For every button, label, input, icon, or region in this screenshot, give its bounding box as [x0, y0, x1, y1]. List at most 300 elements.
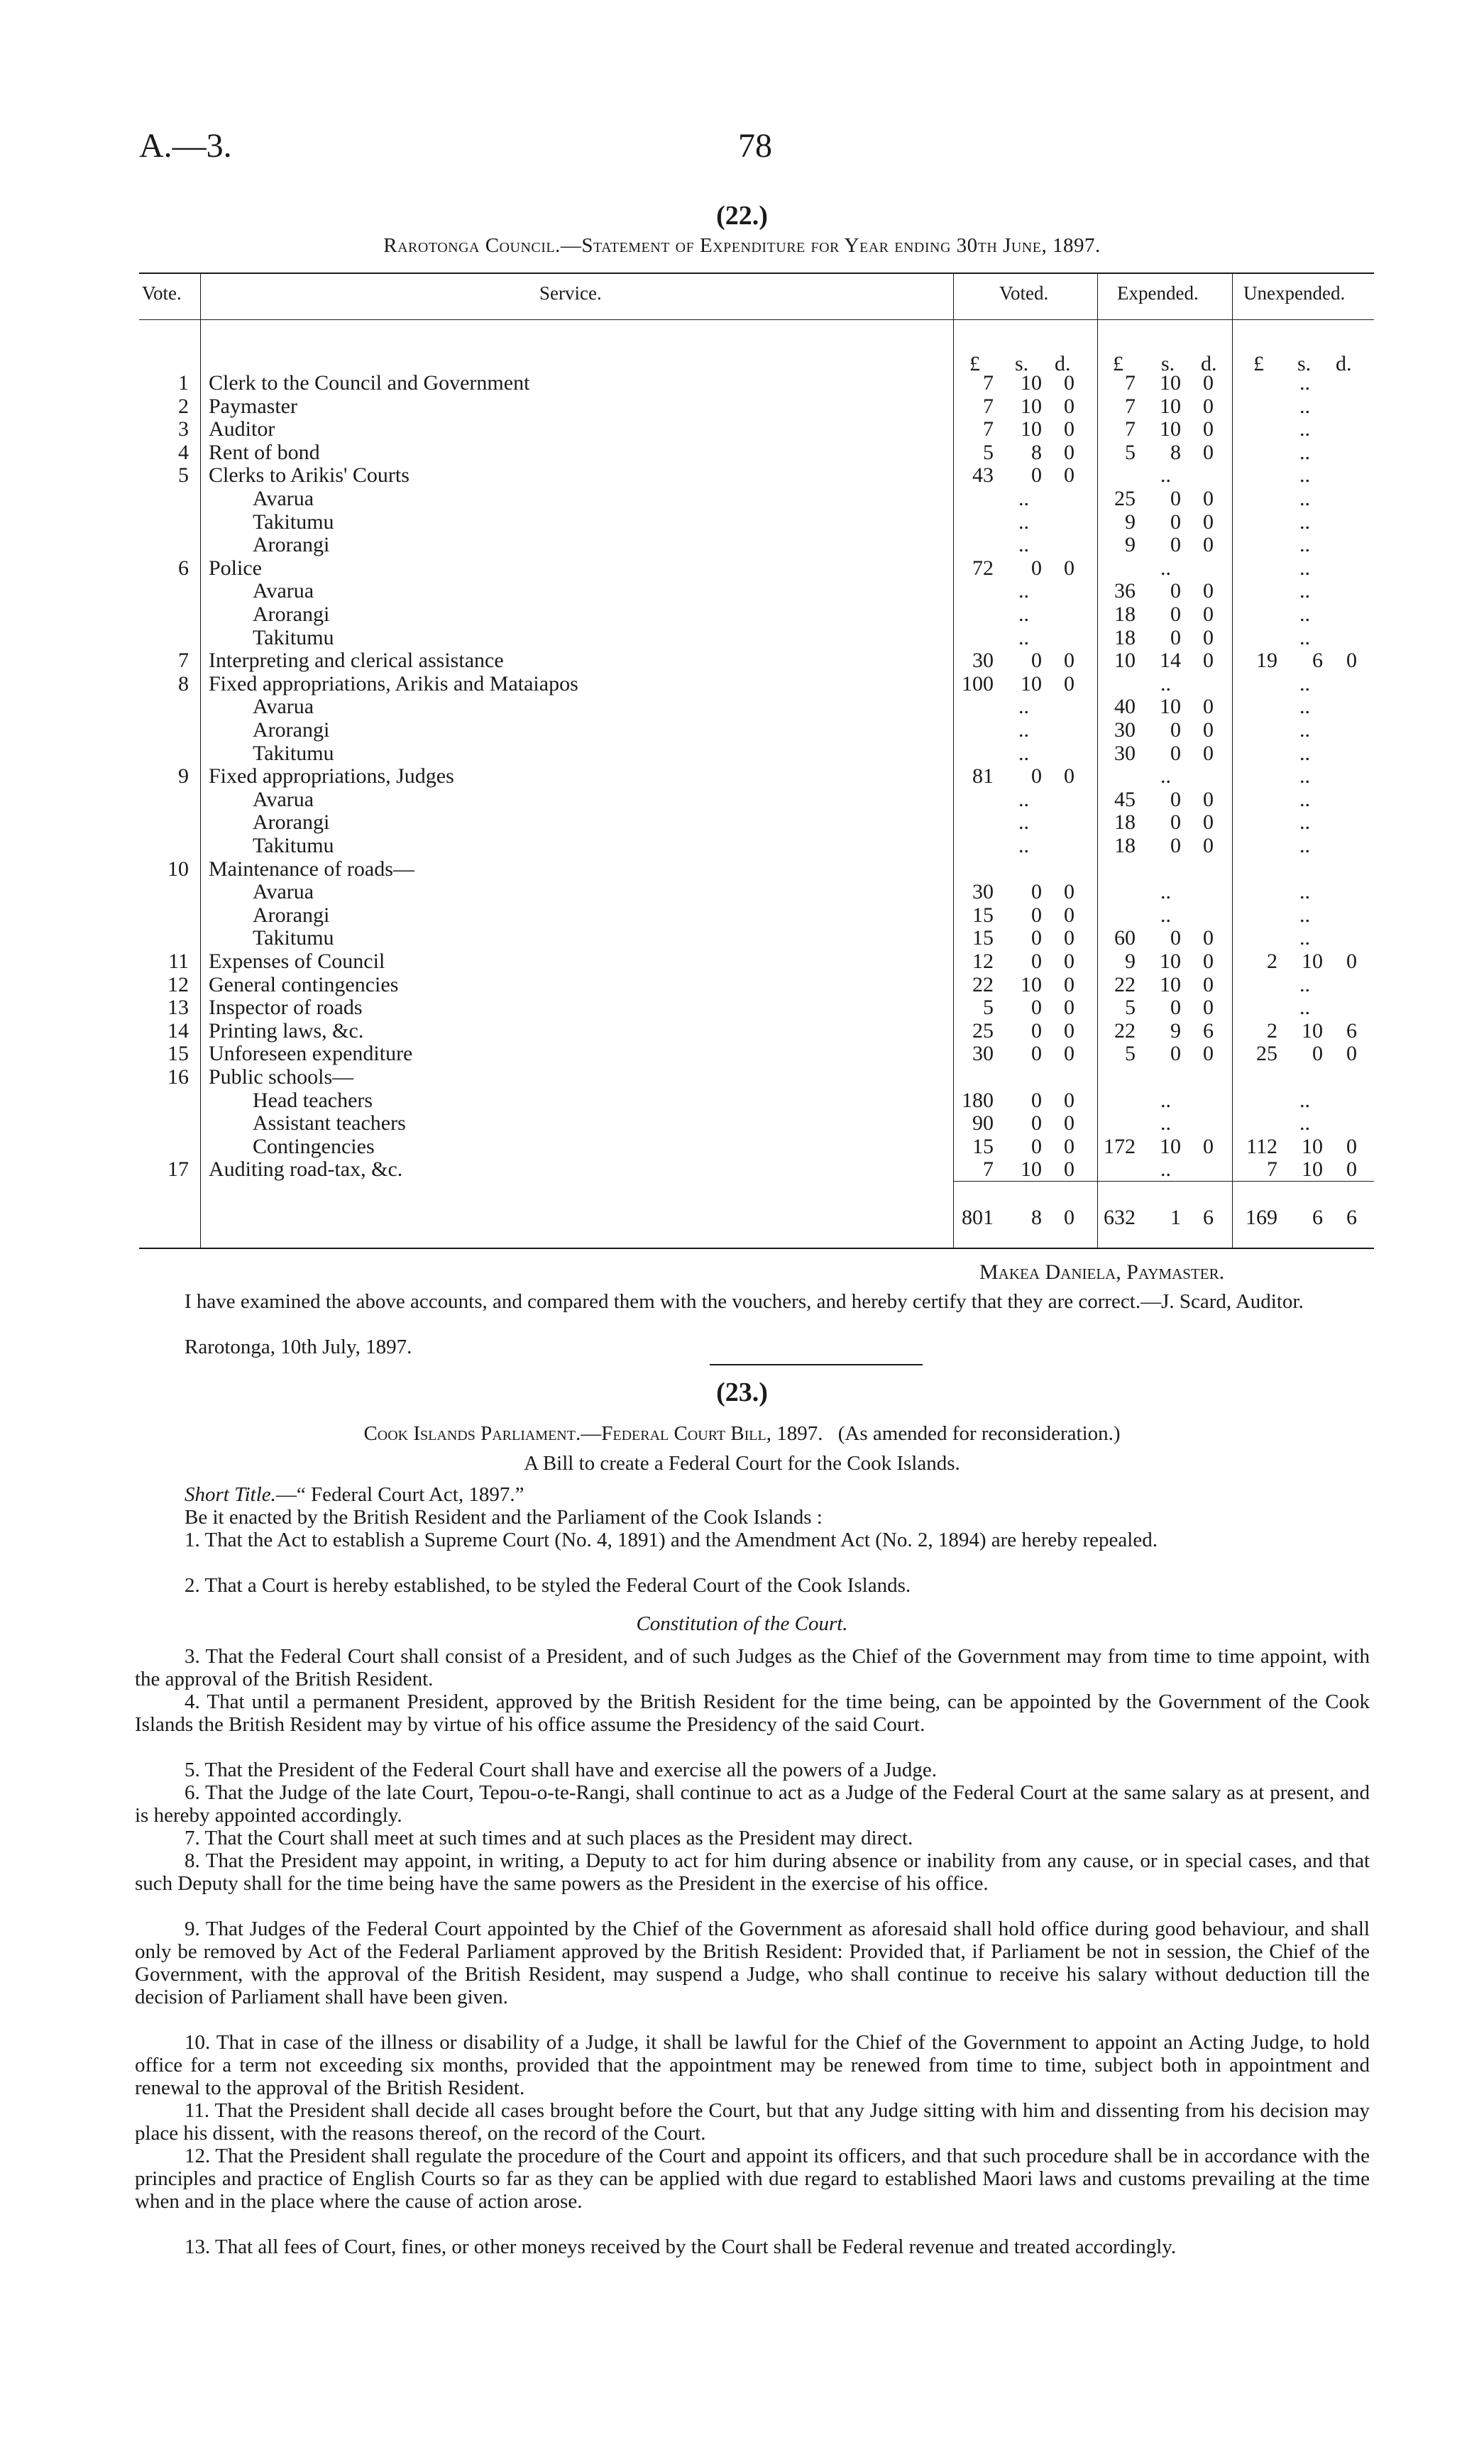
expended-pounds: 9 — [1125, 510, 1136, 534]
auditor-certificate — [135, 1290, 1370, 1313]
expended-pounds: 632 — [1104, 1206, 1136, 1229]
section-22-number: (22.) — [716, 201, 768, 231]
constitution-heading: Constitution of the Court. — [636, 1612, 848, 1635]
voted-pence: 0 — [1064, 880, 1074, 903]
col-service-header: Service. — [539, 282, 602, 304]
voted-pence: 0 — [1064, 649, 1074, 672]
service-label: Clerk to the Council and Government — [209, 371, 530, 395]
expended-pounds: 5 — [1125, 996, 1136, 1019]
unexpended-pence: 0 — [1346, 950, 1357, 973]
expended-pounds: 18 — [1114, 603, 1136, 626]
expended-pence: 0 — [1203, 371, 1214, 395]
service-label: Takitumu — [253, 510, 334, 534]
unexpended-d-head: d. — [1336, 352, 1352, 375]
unexpended-pounds: 2 — [1267, 950, 1277, 973]
clause-6-text: 6. That the Judge of the late Court, Tepou-o-te-Rangi, shall continue to act as a Judge of the Federal Court at the same salary as at present, and is hereby appointed accordingly. — [135, 1781, 1370, 1827]
total-rule — [953, 1181, 1374, 1182]
vote-number: 15 — [167, 1042, 189, 1065]
expended-pounds: 172 — [1104, 1135, 1136, 1158]
voted-pence: 0 — [1064, 996, 1074, 1019]
service-label: Unforeseen expenditure — [209, 1042, 413, 1065]
voted-shillings: 10 — [1021, 371, 1042, 395]
service-label: General contingencies — [209, 973, 399, 996]
table-row — [0, 811, 1484, 834]
voted-pence: 0 — [1064, 1206, 1074, 1229]
voted-pounds: 12 — [972, 950, 994, 973]
voted-pence: 0 — [1064, 417, 1074, 441]
expended-shillings: 0 — [1170, 810, 1181, 834]
expended-s-head: s. — [1161, 352, 1175, 375]
voted-pounds: 7 — [983, 1157, 994, 1181]
voted-pence: 0 — [1064, 441, 1074, 464]
voted-pence: 0 — [1064, 1111, 1074, 1135]
expended-shillings: 8 — [1170, 441, 1181, 464]
service-label: Assistant teachers — [253, 1111, 406, 1135]
paymaster-signature: Makea Daniela, Paymaster. — [979, 1260, 1225, 1284]
expended-shillings: 0 — [1170, 603, 1181, 626]
service-label: Arorangi — [253, 533, 330, 556]
expended-pence: 0 — [1203, 649, 1214, 672]
clause-9 — [135, 1918, 1370, 2008]
unexpended-nil: .. — [1299, 926, 1310, 950]
expended-pence: 0 — [1203, 926, 1214, 950]
service-label: Takitumu — [253, 926, 334, 950]
unexpended-shillings: 10 — [1302, 1135, 1323, 1158]
voted-shillings: 0 — [1031, 996, 1042, 1019]
unexpended-pence: 6 — [1346, 1206, 1357, 1229]
expended-pounds: 7 — [1125, 417, 1136, 441]
expended-shillings: 10 — [1160, 950, 1181, 973]
voted-nil: .. — [1018, 579, 1029, 603]
expended-pence: 0 — [1203, 1042, 1214, 1065]
expended-shillings: 14 — [1160, 649, 1181, 672]
unexpended-pounds: 112 — [1246, 1135, 1277, 1158]
voted-shillings: 0 — [1031, 556, 1042, 580]
unexpended-pounds: 19 — [1256, 649, 1277, 672]
expended-pence: 0 — [1203, 695, 1214, 718]
table-row — [0, 1135, 1484, 1158]
unexpended-pence: 0 — [1346, 1157, 1357, 1181]
table-header-rule — [139, 319, 1374, 320]
unexpended-nil: .. — [1299, 1111, 1310, 1135]
expended-pounds: 18 — [1114, 810, 1136, 834]
unexpended-shillings: 10 — [1302, 1157, 1323, 1181]
expended-pence: 0 — [1203, 1135, 1214, 1158]
table-row — [0, 881, 1484, 903]
service-label: Rent of bond — [209, 441, 320, 464]
expended-nil: .. — [1160, 764, 1171, 788]
service-label: Printing laws, &c. — [209, 1019, 364, 1043]
clause-5 — [135, 1759, 1370, 1781]
expended-pounds: 60 — [1114, 926, 1136, 950]
service-label: Police — [209, 556, 262, 580]
vote-number: 11 — [168, 950, 189, 973]
clause-12-text: 12. That the President shall regulate the procedure of the Court and appoint its officers, and that such procedure shall be in accordance with the principles and practice of English Courts so far as they can be applied with due regard to established Maori laws and customs prevailing at the time when and in the place where the cause of action arose. — [135, 2145, 1370, 2213]
voted-pounds: 15 — [972, 903, 994, 927]
auditor-certificate-text: I have examined the above accounts, and compared them with the vouchers, and hereby certify that they are correct.—J. Scard, Auditor. — [185, 1290, 1304, 1313]
expended-pence: 6 — [1203, 1206, 1214, 1229]
table-row — [0, 649, 1484, 672]
service-label: Avarua — [253, 880, 314, 903]
place-date: Rarotonga, 10th July, 1897. — [185, 1336, 412, 1358]
clause-6 — [135, 1781, 1370, 1827]
voted-nil: .. — [1018, 510, 1029, 534]
unexpended-nil: .. — [1299, 1089, 1310, 1112]
expended-nil: .. — [1160, 1089, 1171, 1112]
expended-pounds: 5 — [1125, 1042, 1136, 1065]
voted-pounds: 5 — [983, 996, 994, 1019]
voted-pounds: 30 — [972, 1042, 994, 1065]
table-bottom-rule — [139, 1248, 1374, 1249]
voted-shillings: 0 — [1031, 880, 1042, 903]
voted-pence: 0 — [1064, 764, 1074, 788]
vote-number: 2 — [178, 395, 189, 418]
voted-pounds: 81 — [972, 764, 994, 788]
service-label: Public schools— — [209, 1065, 354, 1089]
voted-shillings: 8 — [1031, 1206, 1042, 1229]
bill-subtitle: A Bill to create a Federal Court for the Cook Islands. — [524, 1452, 960, 1475]
expended-pence: 0 — [1203, 579, 1214, 603]
voted-pounds: 100 — [962, 672, 994, 695]
voted-pence: 0 — [1064, 371, 1074, 395]
service-label: Takitumu — [253, 626, 334, 649]
voted-nil: .. — [1018, 533, 1029, 556]
voted-pence: 0 — [1064, 973, 1074, 996]
voted-nil: .. — [1018, 695, 1029, 718]
unexpended-pence: 6 — [1346, 1019, 1357, 1043]
voted-nil: .. — [1018, 788, 1029, 811]
service-label: Arorangi — [253, 603, 330, 626]
clause-7 — [135, 1827, 1370, 1849]
expended-shillings: 10 — [1160, 695, 1181, 718]
expended-d-head: d. — [1201, 352, 1217, 375]
clause-4-text: 4. That until a permanent President, approved by the British Resident for the time being, can be appointed by the Government of the Cook Islands the British Resident may by virtue of his office assume the Presidency of the said Court. — [135, 1690, 1370, 1736]
vote-number: 16 — [167, 1065, 189, 1089]
expended-pence: 0 — [1203, 950, 1214, 973]
section-23-title-line — [0, 1422, 1484, 1446]
unexpended-nil: .. — [1299, 903, 1310, 927]
table-row — [0, 858, 1484, 881]
voted-shillings: 0 — [1031, 903, 1042, 927]
voted-pounds: 22 — [972, 973, 994, 996]
service-label: Auditor — [209, 417, 275, 441]
section-22-title: Rarotonga Council.—Statement of Expenditure for Year ending 30th June, 1897. — [383, 234, 1101, 257]
clause-10 — [135, 2031, 1370, 2099]
voted-shillings: 0 — [1031, 950, 1042, 973]
unexpended-nil: .. — [1299, 603, 1310, 626]
voted-pounds: 7 — [983, 417, 994, 441]
unexpended-shillings: 10 — [1302, 950, 1323, 973]
expended-shillings: 10 — [1160, 417, 1181, 441]
expended-pence: 0 — [1203, 533, 1214, 556]
clause-2 — [135, 1574, 1370, 1597]
expended-pence: 0 — [1203, 810, 1214, 834]
unexpended-nil: .. — [1299, 810, 1310, 834]
service-label: Arorangi — [253, 718, 330, 742]
vote-number: 1 — [178, 371, 189, 395]
vote-number: 14 — [167, 1019, 189, 1043]
voted-pounds: 25 — [972, 1019, 994, 1043]
voted-shillings: 10 — [1021, 672, 1042, 695]
clause-7-text: 7. That the Court shall meet at such times and at such places as the President may direct. — [185, 1827, 913, 1849]
vote-number: 12 — [167, 973, 189, 996]
service-label: Auditing road-tax, &c. — [209, 1157, 403, 1181]
expended-pounds: 25 — [1114, 487, 1136, 510]
clause-11-text: 11. That the President shall decide all cases brought before the Court, but that any Judge sitting with him and dissenting from his decision may place his dissent, with the reasons thereof, on the record of the Court. — [135, 2099, 1370, 2145]
unexpended-shillings: 10 — [1302, 1019, 1323, 1043]
expended-nil: .. — [1160, 903, 1171, 927]
table-row — [0, 1158, 1484, 1181]
expended-pounds: 9 — [1125, 950, 1136, 973]
service-label: Arorangi — [253, 903, 330, 927]
expended-nil: .. — [1160, 1157, 1171, 1181]
voted-shillings: 10 — [1021, 1157, 1042, 1181]
expended-pounds: 45 — [1114, 788, 1136, 811]
voted-pence: 0 — [1064, 1089, 1074, 1112]
clause-8-text: 8. That the President may appoint, in writing, a Deputy to act for him during absence or inability from any cause, or in special cases, and that such Deputy shall for the time being have the same powers as the President in the exercise of his office. — [135, 1849, 1370, 1895]
voted-pounds: 15 — [972, 926, 994, 950]
unexpended-nil: .. — [1299, 441, 1310, 464]
voted-nil: .. — [1018, 603, 1029, 626]
table-row — [0, 372, 1484, 395]
expended-shillings: 0 — [1170, 996, 1181, 1019]
voted-pounds: 30 — [972, 880, 994, 903]
table-row — [0, 395, 1484, 418]
expended-shillings: 0 — [1170, 834, 1181, 857]
service-label: Inspector of roads — [209, 996, 363, 1019]
paper-reference: A.—3. — [139, 127, 232, 165]
expended-pence: 0 — [1203, 487, 1214, 510]
service-label: Avarua — [253, 579, 314, 603]
table-row — [0, 534, 1484, 556]
voted-pounds: 5 — [983, 441, 994, 464]
table-row — [0, 950, 1484, 973]
col-expended-header: Expended. — [1117, 282, 1199, 304]
expended-pence: 0 — [1203, 441, 1214, 464]
vote-number: 9 — [178, 764, 189, 788]
unexpended-nil: .. — [1299, 395, 1310, 418]
clause-8 — [135, 1849, 1370, 1895]
expended-pounds: 40 — [1114, 695, 1136, 718]
voted-pounds: 72 — [972, 556, 994, 580]
expended-nil: .. — [1160, 463, 1171, 487]
vote-number: 17 — [167, 1157, 189, 1181]
unexpended-nil: .. — [1299, 417, 1310, 441]
expended-pounds: 30 — [1114, 718, 1136, 742]
expended-pounds: 5 — [1125, 441, 1136, 464]
expended-pence: 0 — [1203, 788, 1214, 811]
expended-shillings: 10 — [1160, 395, 1181, 418]
expended-pence: 0 — [1203, 395, 1214, 418]
unexpended-nil: .. — [1299, 742, 1310, 765]
table-row — [0, 1020, 1484, 1043]
voted-s-head: s. — [1015, 352, 1029, 375]
unexpended-nil: .. — [1299, 672, 1310, 695]
table-row — [0, 511, 1484, 534]
unexpended-nil: .. — [1299, 996, 1310, 1019]
unexpended-nil: .. — [1299, 764, 1310, 788]
table-row — [0, 1112, 1484, 1135]
expended-shillings: 0 — [1170, 510, 1181, 534]
expended-shillings: 0 — [1170, 742, 1181, 765]
service-label: Takitumu — [253, 742, 334, 765]
unexpended-s-head: s. — [1297, 352, 1312, 375]
expended-pence: 0 — [1203, 510, 1214, 534]
voted-nil: .. — [1018, 742, 1029, 765]
expended-pence: 0 — [1203, 417, 1214, 441]
clause-1-text: 1. That the Act to establish a Supreme Court (No. 4, 1891) and the Amendment Act (No. 2, 1894) are hereby repealed. — [185, 1529, 1158, 1551]
service-label: Fixed appropriations, Arikis and Mataiapos — [209, 672, 578, 695]
clause-4 — [135, 1690, 1370, 1736]
voted-shillings: 8 — [1031, 441, 1042, 464]
vote-number: 6 — [178, 556, 189, 580]
voted-pence: 0 — [1064, 950, 1074, 973]
table-row — [0, 927, 1484, 950]
table-row — [0, 695, 1484, 718]
unexpended-nil: .. — [1299, 579, 1310, 603]
voted-shillings: 0 — [1031, 1019, 1042, 1043]
voted-pounds: 30 — [972, 649, 994, 672]
col-unexpended-header: Unexpended. — [1243, 282, 1346, 304]
voted-pence: 0 — [1064, 1019, 1074, 1043]
expended-shillings: 0 — [1170, 1042, 1181, 1065]
expended-nil: .. — [1160, 880, 1171, 903]
voted-shillings: 0 — [1031, 1135, 1042, 1158]
expended-pence: 0 — [1203, 742, 1214, 765]
service-label: Clerks to Arikis' Courts — [209, 463, 410, 487]
voted-pence: 0 — [1064, 556, 1074, 580]
expended-pence: 0 — [1203, 996, 1214, 1019]
unexpended-shillings: 6 — [1312, 1206, 1323, 1229]
voted-shillings: 10 — [1021, 417, 1042, 441]
clause-9-text: 9. That Judges of the Federal Court appointed by the Chief of the Government as aforesaid shall hold office during good behaviour, and shall only be removed by Act of the Federal Parliament approved by the British Resident: Provided that, if Parliament be not in session, the Chief of the Government, with the approval of the British Resident, may suspend a Judge, who shall continue to receive his salary without deduction till the decision of Parliament shall have been given. — [135, 1918, 1370, 2008]
unexpended-pounds: 169 — [1246, 1206, 1277, 1229]
voted-shillings: 0 — [1031, 1089, 1042, 1112]
table-row — [0, 904, 1484, 927]
short-title-label: Short Title. — [185, 1483, 276, 1506]
service-label: Expenses of Council — [209, 950, 385, 973]
clause-3 — [135, 1645, 1370, 1690]
voted-nil: .. — [1018, 810, 1029, 834]
unexpended-pence: 0 — [1346, 1042, 1357, 1065]
unexpended-nil: .. — [1299, 533, 1310, 556]
vote-number: 8 — [178, 672, 189, 695]
unexpended-nil: .. — [1299, 556, 1310, 580]
table-row — [0, 974, 1484, 996]
unexpended-pounds: 2 — [1267, 1019, 1277, 1043]
clause-13-text: 13. That all fees of Court, fines, or other moneys received by the Court shall be Federal revenue and treated accordingly. — [185, 2235, 1177, 2258]
col-vote-header: Vote. — [142, 282, 182, 304]
clause-5-text: 5. That the President of the Federal Court shall have and exercise all the powers of a Judge. — [185, 1759, 938, 1781]
expended-shillings: 0 — [1170, 788, 1181, 811]
enacting-clause-text: Be it enacted by the British Resident and the Parliament of the Cook Islands : — [185, 1506, 823, 1529]
vote-number: 13 — [167, 996, 189, 1019]
table-row — [0, 765, 1484, 788]
service-label: Takitumu — [253, 834, 334, 857]
voted-pounds: 7 — [983, 395, 994, 418]
section-23-title-note: (As amended for reconsideration.) — [837, 1422, 1121, 1445]
expended-pence: 0 — [1203, 718, 1214, 742]
voted-shillings: 0 — [1031, 1111, 1042, 1135]
unexpended-nil: .. — [1299, 487, 1310, 510]
voted-shillings: 0 — [1031, 926, 1042, 950]
expended-shillings: 10 — [1160, 1135, 1181, 1158]
section-23-number: (23.) — [716, 1377, 768, 1407]
expended-nil: .. — [1160, 1111, 1171, 1135]
expended-shillings: 10 — [1160, 371, 1181, 395]
table-row — [0, 441, 1484, 464]
voted-shillings: 10 — [1021, 395, 1042, 418]
expended-shillings: 9 — [1170, 1019, 1181, 1043]
voted-shillings: 0 — [1031, 463, 1042, 487]
expended-pounds: 18 — [1114, 626, 1136, 649]
expended-shillings: 10 — [1160, 973, 1181, 996]
unexpended-nil: .. — [1299, 626, 1310, 649]
voted-pence: 0 — [1064, 395, 1074, 418]
unexpended-pence: 0 — [1346, 649, 1357, 672]
unexpended-nil: .. — [1299, 371, 1310, 395]
voted-pence: 0 — [1064, 926, 1074, 950]
table-row — [0, 627, 1484, 649]
expended-shillings: 0 — [1170, 926, 1181, 950]
expended-pounds: 7 — [1125, 371, 1136, 395]
table-row — [0, 719, 1484, 742]
unexpended-nil: .. — [1299, 510, 1310, 534]
voted-shillings: 0 — [1031, 1042, 1042, 1065]
vote-number: 4 — [178, 441, 189, 464]
expended-pounds: 18 — [1114, 834, 1136, 857]
table-top-rule — [139, 273, 1374, 274]
voted-pounds: 15 — [972, 1135, 994, 1158]
vote-number: 7 — [178, 649, 189, 672]
col-voted-header: Voted. — [999, 282, 1049, 304]
voted-nil: .. — [1018, 834, 1029, 857]
vote-number: 10 — [167, 857, 189, 881]
totals-row — [0, 1206, 1484, 1229]
unexpended-nil: .. — [1299, 880, 1310, 903]
table-row — [0, 557, 1484, 580]
expended-pence: 0 — [1203, 626, 1214, 649]
unexpended-pounds: 7 — [1267, 1157, 1277, 1181]
expended-pounds: 9 — [1125, 533, 1136, 556]
voted-nil: .. — [1018, 718, 1029, 742]
voted-pounds: 7 — [983, 371, 994, 395]
expended-shillings: 1 — [1170, 1206, 1181, 1229]
clause-13 — [135, 2235, 1370, 2258]
unexpended-nil: .. — [1299, 788, 1310, 811]
short-title — [135, 1483, 1370, 1506]
unexpended-shillings: 6 — [1312, 649, 1323, 672]
enacting-clause — [135, 1506, 1370, 1529]
table-row — [0, 464, 1484, 487]
voted-pence: 0 — [1064, 903, 1074, 927]
clause-3-text: 3. That the Federal Court shall consist of a President, and of such Judges as the Chief of the Government may from time to time appoint, with the approval of the British Resident. — [135, 1645, 1370, 1690]
service-label: Head teachers — [253, 1089, 373, 1112]
table-row — [0, 580, 1484, 603]
service-label: Avarua — [253, 487, 314, 510]
expended-pence: 0 — [1203, 603, 1214, 626]
expended-pound-head: £ — [1113, 352, 1123, 375]
voted-pence: 0 — [1064, 463, 1074, 487]
unexpended-pounds: 25 — [1256, 1042, 1277, 1065]
expended-shillings: 0 — [1170, 626, 1181, 649]
unexpended-pence: 0 — [1346, 1135, 1357, 1158]
short-title-text: —“ Federal Court Act, 1897.” — [275, 1483, 524, 1506]
expended-pounds: 7 — [1125, 395, 1136, 418]
expended-shillings: 0 — [1170, 718, 1181, 742]
clause-2-text: 2. That a Court is hereby established, to be styled the Federal Court of the Cook Islands. — [185, 1574, 911, 1597]
service-label: Avarua — [253, 788, 314, 811]
